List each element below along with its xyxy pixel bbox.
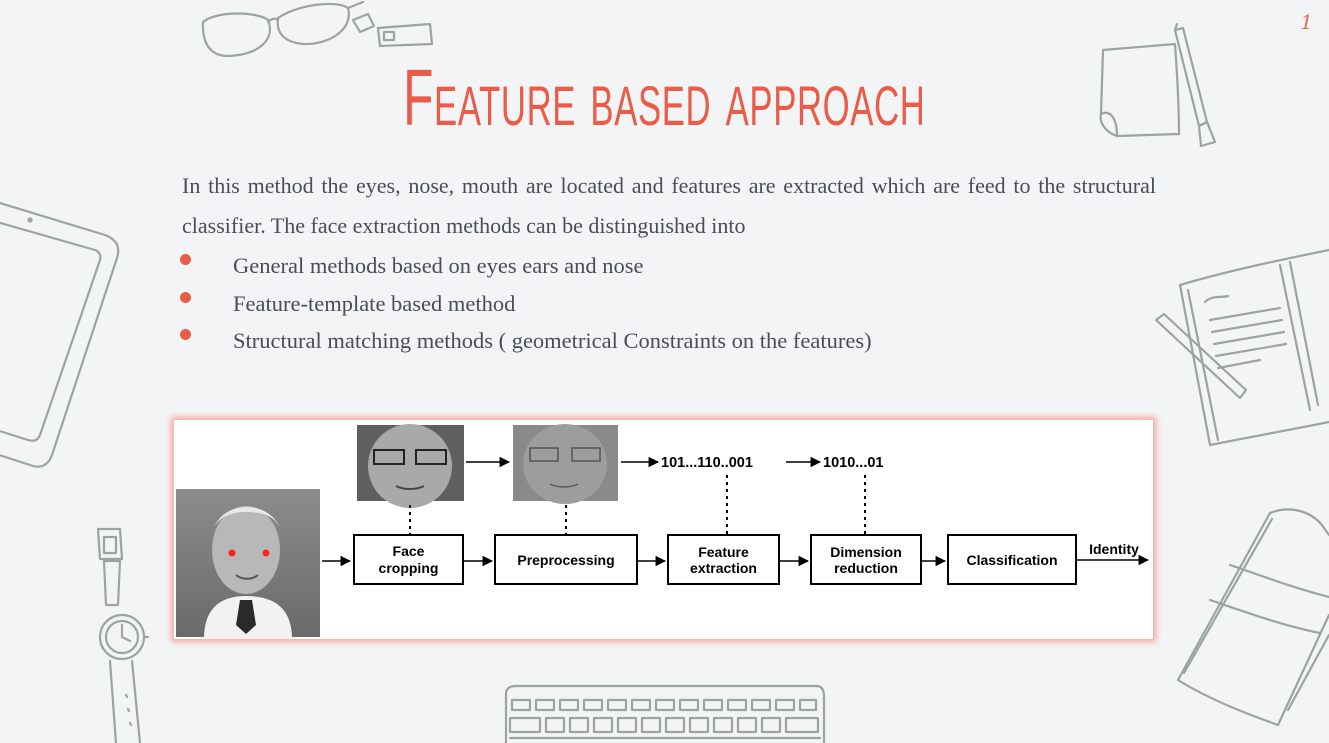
svg-text:reduction: reduction <box>834 560 898 576</box>
bullet-item: Feature-template based method <box>178 288 872 326</box>
face-cropping-box <box>354 535 463 584</box>
bullet-list <box>178 250 872 363</box>
feature-extraction-box <box>668 535 779 584</box>
notebook-sketch-icon <box>1150 240 1329 455</box>
notepad-pen-sketch-icon <box>1095 22 1225 152</box>
face-photo <box>176 489 320 639</box>
svg-text:cropping: cropping <box>378 560 439 576</box>
tablet-sketch-icon <box>0 190 130 480</box>
pipeline-diagram <box>174 420 1153 639</box>
identity-label: Identity <box>1089 541 1139 557</box>
bullet-item: Structural matching methods ( geometrical Constraints on the features) <box>178 325 872 363</box>
feature-code-1: 101...110..001 <box>661 455 753 471</box>
cropped-face-photo <box>357 424 464 508</box>
feature-code-2: 1010...01 <box>823 455 884 471</box>
preprocessing-box <box>495 535 637 584</box>
bullet-item: General methods based on eyes ears and nose <box>178 250 872 288</box>
svg-text:extraction: extraction <box>690 560 757 576</box>
bullet-dot-icon <box>180 329 191 340</box>
pipeline-figure <box>173 419 1154 640</box>
bullet-dot-icon <box>180 254 191 265</box>
svg-text:Feature: Feature <box>698 544 749 560</box>
svg-text:Classification: Classification <box>966 552 1058 568</box>
slide-title: Feature based approach <box>403 53 926 142</box>
svg-text:Dimension: Dimension <box>830 544 902 560</box>
intro-paragraph: In this method the eyes, nose, mouth are located and features are extracted which are feed to the structural classifier. The face extraction methods can be distinguished into <box>182 173 1156 238</box>
keyboard-sketch-icon <box>500 684 830 743</box>
watch-sketch-icon <box>92 525 162 743</box>
dimension-reduction-box <box>811 535 921 584</box>
journal-sketch-icon <box>1170 505 1329 730</box>
svg-text:Preprocessing: Preprocessing <box>517 552 615 568</box>
slide-number: 1 <box>1300 10 1313 34</box>
svg-text:Face: Face <box>392 543 425 559</box>
classification-box <box>948 535 1076 584</box>
preprocessed-face-photo <box>513 424 618 504</box>
bullet-dot-icon <box>180 292 191 303</box>
